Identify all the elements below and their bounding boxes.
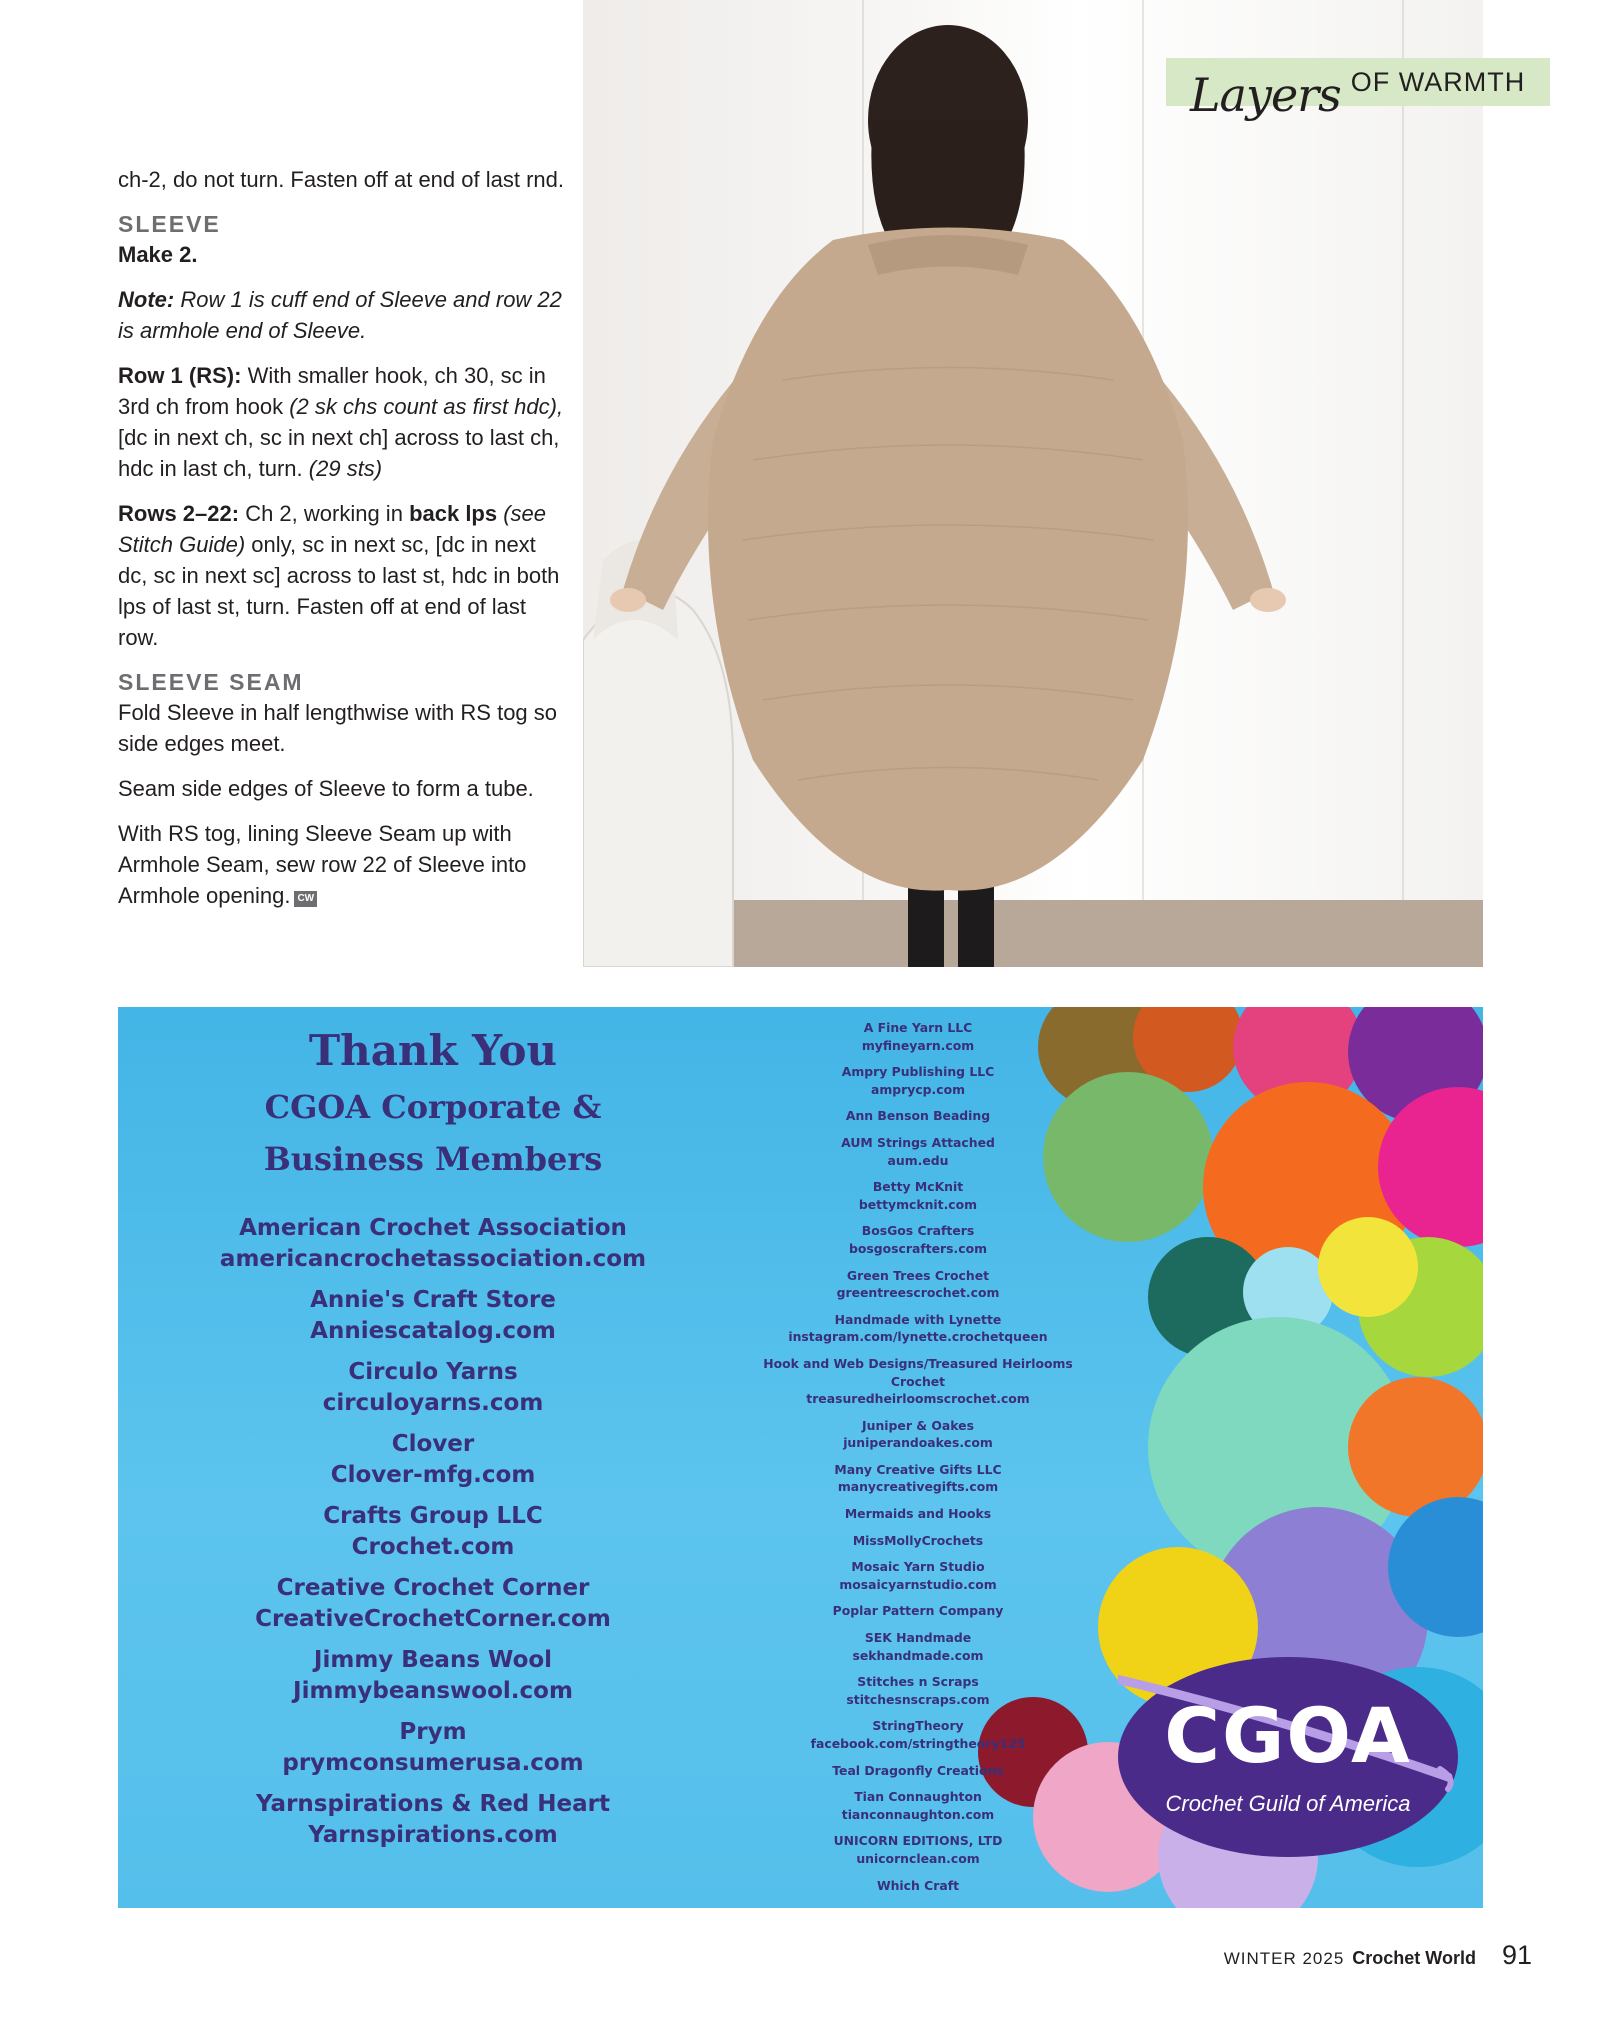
list-item [738,1532,1098,1550]
list-item [118,1501,748,1563]
cardigan [708,228,1188,891]
member-name: Jimmy Beans Wool [313,1647,553,1673]
magazine-name: Crochet World [1352,1948,1476,1968]
member-name: StringTheory [872,1718,964,1734]
seam-p2: Seam side edges of Sleeve to form a tube. [118,776,534,801]
list-item [738,1717,1098,1752]
member-url: Clover-mfg.com [330,1462,536,1488]
member-name: Mosaic Yarn Studio [851,1559,985,1575]
corporate-members-list [118,1213,748,1861]
member-url: Anniescatalog.com [310,1318,556,1344]
rows-text-c: (see Stitch Guide) [118,501,547,557]
list-item [118,1285,748,1347]
model-illustration [583,0,1483,967]
member-name: Juniper & Oakes [862,1417,974,1433]
member-name: MissMollyCrochets [852,1532,984,1548]
member-name: Annie's Craft Store [310,1287,556,1313]
thank-you-title: Thank You [308,1026,558,1075]
list-item [738,1832,1098,1867]
member-url: bosgoscrafters.com [848,1240,987,1256]
make-count: Make 2. [118,242,198,267]
member-name: American Crochet Association [239,1215,627,1241]
thanks-heading [118,1021,748,1185]
member-url: sekhandmade.com [852,1647,984,1663]
member-name: Which Craft [876,1877,960,1893]
seam-p3 [118,818,568,911]
member-name: Clover [391,1431,475,1457]
member-url: unicornclean.com [856,1850,980,1866]
row1-text-c: [dc in next ch, sc in next ch] across to last ch, hdc in last ch, turn. [118,425,560,481]
member-name: Handmade with Lynette [834,1311,1002,1327]
cgoa-advertisement [118,1007,1483,1908]
rows-text-d: only, sc in next sc, [dc in next dc, sc in next sc] across to last st, hdc in both lps of last st, turn. Fasten off at end of last row. [118,532,560,650]
members-title-line1: CGOA Corporate & [264,1088,602,1126]
member-url: amprycp.com [870,1081,966,1097]
list-item [118,1357,748,1419]
member-url: prymconsumerusa.com [282,1750,584,1776]
note-paragraph [118,284,568,346]
member-url: treasuredheirloomscrochet.com [806,1391,1030,1407]
member-name: Ann Benson Beading [845,1108,991,1124]
list-item [118,1213,748,1275]
member-url: mosaicyarnstudio.com [839,1576,997,1592]
member-url: Yarnspirations.com [308,1822,558,1848]
member-name: BosGos Crafters [861,1223,975,1239]
seam-p1: Fold Sleeve in half lengthwise with RS tog so side edges meet. [118,700,558,756]
row1-stitch-count: (29 sts) [308,456,383,481]
list-item [118,1717,748,1779]
member-name: UNICORN EDITIONS, LTD [833,1833,1003,1849]
member-url: Crochet.com [351,1534,515,1560]
member-name: Hook and Web Designs/Treasured Heirlooms Crochet [763,1355,1073,1389]
member-url: juniperandoakes.com [843,1435,993,1451]
list-item [118,1573,748,1635]
logo-text: CGOA [1164,1691,1412,1780]
page-number: 91 [1501,1940,1532,1970]
member-name: AUM Strings Attached [841,1134,995,1150]
list-item [738,1417,1098,1452]
note-text: Row 1 is cuff end of Sleeve and row 22 is armhole end of Sleeve. [118,287,562,343]
cgoa-logo [1118,1657,1458,1857]
list-item [738,1107,1098,1125]
cardigan-photo [583,0,1483,967]
member-url: americancrochetassociation.com [219,1246,647,1272]
rows-text-b: back lps [409,501,498,526]
list-item [738,1558,1098,1593]
list-item [738,1134,1098,1169]
member-name: Mermaids and Hooks [844,1506,992,1522]
member-url: CreativeCrochetCorner.com [255,1606,611,1632]
list-item [738,1019,1098,1054]
member-name: Green Trees Crochet [846,1267,990,1283]
list-item [738,1063,1098,1098]
member-name: Yarnspirations & Red Heart [256,1791,610,1817]
rows-text-a: Ch 2, working in [245,501,403,526]
member-url: circuloyarns.com [322,1390,544,1416]
rows-label: Rows 2–22: [118,501,240,526]
member-url: stitchesnscraps.com [846,1691,990,1707]
member-url: bettymcknit.com [858,1196,978,1212]
member-name: SEK Handmade [864,1630,972,1646]
logo-tagline: Crochet Guild of America [1165,1791,1411,1816]
armchair [583,591,733,967]
list-item [118,1645,748,1707]
seam-p3-text: With RS tog, lining Sleeve Seam up with Armhole Seam, sew row 22 of Sleeve into Armhole opening. [118,821,527,908]
member-name: Crafts Group LLC [323,1503,543,1529]
list-item [738,1355,1098,1408]
member-name: Poplar Pattern Company [832,1603,1004,1619]
member-name: A Fine Yarn LLC [863,1020,973,1035]
business-members-list [738,1019,1098,1903]
pattern-instructions [118,164,568,925]
member-name: Many Creative Gifts LLC [834,1461,1002,1477]
tag-script: Layers [1190,68,1341,122]
list-item [738,1505,1098,1523]
member-url: Jimmybeanswool.com [293,1678,573,1704]
members-title-line2: Business Members [263,1140,603,1178]
list-item [118,1789,748,1851]
list-item [738,1788,1098,1823]
list-item [738,1762,1098,1780]
list-item [738,1311,1098,1346]
list-item [738,1222,1098,1257]
sleeve-seam-heading: SLEEVE SEAM [118,669,304,695]
member-url: aum.edu [887,1152,949,1168]
rows-paragraph [118,498,568,653]
member-name: Tian Connaughton [854,1789,982,1805]
member-name: Prym [399,1719,467,1745]
list-item [738,1178,1098,1213]
page-footer [1224,1940,1532,1971]
list-item [738,1629,1098,1664]
sleeve-heading: SLEEVE [118,211,221,237]
intro-text: ch-2, do not turn. Fasten off at end of last rnd. [118,167,564,192]
list-item [118,1429,748,1491]
member-name: Stitches n Scraps [857,1674,979,1690]
row1-text-b: (2 sk chs count as first hdc), [289,394,564,419]
note-label: Note: [118,287,175,312]
list-item [738,1602,1098,1620]
list-item [738,1877,1098,1895]
member-name: Teal Dragonfly Creations [832,1762,1004,1778]
list-item [738,1267,1098,1302]
member-url: instagram.com/lynette.crochetqueen [788,1329,1048,1345]
member-url: manycreativegifts.com [837,1479,999,1495]
row1-paragraph [118,360,568,484]
member-name: Betty McKnit [872,1179,964,1195]
end-mark-icon: CW [294,891,317,907]
member-name: Creative Crochet Corner [276,1575,590,1601]
row1-text-a: With smaller hook, ch 30, sc in 3rd ch from hook [118,363,546,419]
section-tag [1166,58,1550,122]
member-url: myfineyarn.com [861,1037,975,1053]
member-name: Ampry Publishing LLC [841,1064,995,1080]
list-item [738,1461,1098,1496]
member-url: tianconnaughton.com [841,1806,995,1822]
row1-label: Row 1 (RS): [118,363,242,388]
member-url: greentreescrochet.com [836,1285,1000,1301]
tag-rest: OF WARMTH [1350,66,1526,97]
member-url: facebook.com/stringtheory125 [810,1736,1026,1751]
list-item [738,1673,1098,1708]
member-name: Circulo Yarns [348,1359,518,1385]
issue-date: WINTER 2025 [1223,1949,1345,1968]
